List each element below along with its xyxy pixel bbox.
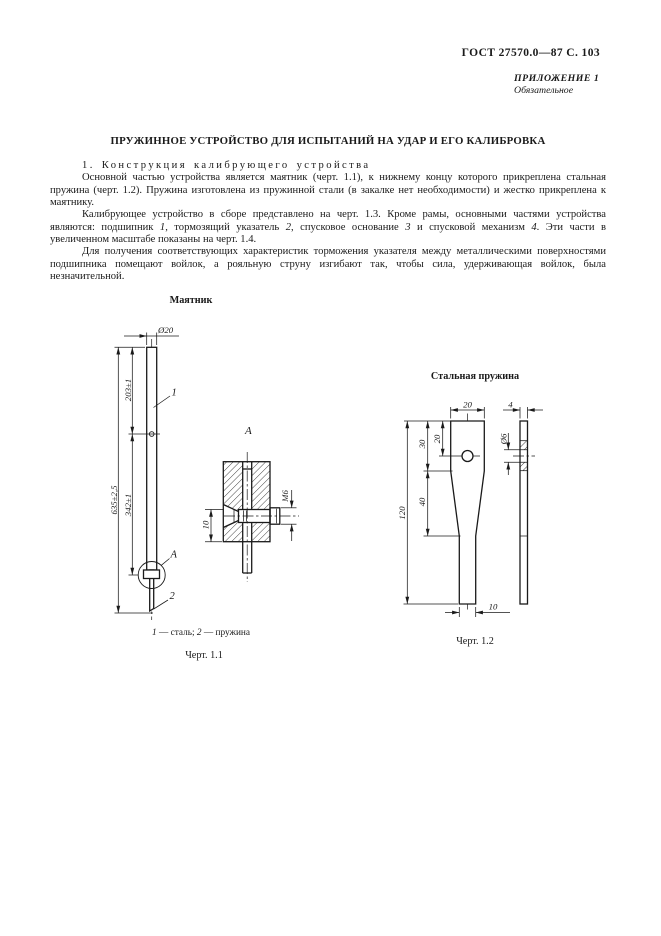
- figure1-number: Черт. 1.1: [185, 650, 223, 661]
- spring-hole: [462, 451, 473, 462]
- spring-front-view: [397, 400, 510, 618]
- dim-label-lower: 342±1: [122, 493, 133, 517]
- dim-label-spring-total: 120: [397, 506, 407, 520]
- paragraph-2: Калибрующее устройство в сборе представлено на черт. 1.3. Кроме рамы, основными частями устройства являются: подшипник 1, тормозящий указатель 2, спусковое основание 3 и спусковой механизм 4. Эти части в увеличенном масштабе показаны на черт. 1.4.: [50, 209, 607, 246]
- part-ref-2: 2: [285, 221, 292, 233]
- pendulum-drawing: [95, 320, 345, 630]
- part1-label: 1: [171, 387, 177, 399]
- pendulum-rod: [147, 347, 157, 570]
- dim-label-thickness: 4: [508, 399, 513, 410]
- dim-label-screw: М6: [279, 490, 290, 502]
- detail-title-label: А: [245, 425, 252, 437]
- section-heading: 1. Конструкция калибрующего устройства: [82, 160, 371, 171]
- paragraph-3: Для получения соответствующих характеристик торможения указателя между металлическими поверхностями подшипника помещают войлок, а рояльную струну изгибают так, чтобы сила, удерживающая войлок, была незначительной.: [50, 246, 606, 283]
- dim-label-upper: 203±1: [122, 378, 133, 402]
- paragraph-1: Основной частью устройства является маятник (черт. 1.1), к нижнему концу которого прикреплена стальная пружина (черт. 1.2). Пружина изготовлена из пружинной стали (в закалке нет необходимости) и жестко прикреплена к маятнику.: [50, 172, 606, 209]
- figure1-caption: 1 — сталь; 2 — пружина: [152, 628, 251, 638]
- dim-label-bottom-width: 10: [488, 601, 498, 612]
- spring-outline: [451, 421, 485, 604]
- part-ref-3: 3: [405, 221, 411, 233]
- part2-label: 2: [169, 591, 175, 602]
- dim-label-dia20: Ø20: [158, 325, 174, 335]
- document-reference: ГОСТ 27570.0—87 С. 103: [461, 47, 600, 59]
- figure2-number: Черт. 1.2: [456, 636, 494, 647]
- annex-kind: Обязательное: [514, 85, 574, 96]
- annex-label: ПРИЛОЖЕНИЕ 1: [514, 73, 600, 84]
- dim-label-to-taper: 30: [416, 439, 427, 449]
- dim-label-hole-dia: Ø6: [498, 433, 509, 445]
- clamp-block: [144, 570, 160, 579]
- figure2-title: Стальная пружина: [430, 371, 520, 382]
- dim-label-total: 635±2,5: [108, 485, 119, 515]
- part-ref-4: 4: [531, 221, 537, 233]
- detail-ref-label: А: [170, 549, 177, 561]
- dim-label-taper-len: 40: [416, 497, 427, 507]
- dim-label-top-width: 20: [463, 399, 472, 410]
- dim-label-offset10: 10: [200, 520, 211, 530]
- dim-label-to-hole: 20: [432, 434, 443, 444]
- body-text: [50, 160, 606, 283]
- pendulum-main-view: [109, 325, 179, 620]
- figure1-title: Маятник: [169, 295, 213, 306]
- spring-drawing: [390, 395, 560, 630]
- part-ref-1: 1: [159, 221, 166, 233]
- pendulum-detail-a: [201, 425, 300, 582]
- spring-side-view: [499, 400, 544, 605]
- annex-block: [514, 73, 599, 97]
- page-title: ПРУЖИННОЕ УСТРОЙСТВО ДЛЯ ИСПЫТАНИЙ НА УДАР И ЕГО КАЛИБРОВКА: [110, 135, 546, 147]
